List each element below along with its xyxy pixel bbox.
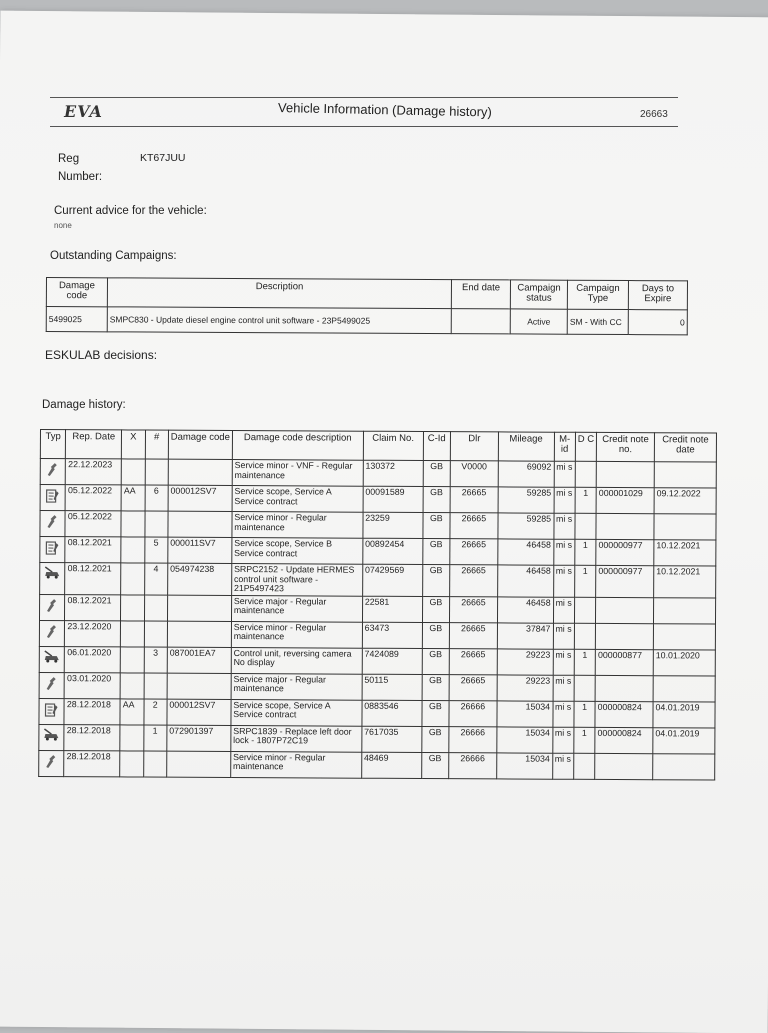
document-title: Vehicle Information (Damage history) bbox=[278, 100, 492, 119]
cell-typ bbox=[39, 646, 65, 672]
table-row bbox=[39, 698, 715, 728]
cell-credit-note-date bbox=[654, 514, 716, 540]
cell-x bbox=[120, 672, 143, 698]
cell-description: Service scope, Service B Service contract bbox=[232, 538, 363, 565]
cell-c-id: GB bbox=[422, 565, 450, 597]
campaigns-table bbox=[46, 277, 688, 335]
cell-dlr: 26665 bbox=[450, 487, 498, 513]
table-row bbox=[39, 750, 715, 780]
cell-damage-code: 054974238 bbox=[168, 563, 232, 595]
current-advice-value: none bbox=[54, 221, 72, 230]
cell-number bbox=[144, 621, 167, 647]
current-advice-label: Current advice for the vehicle: bbox=[54, 205, 207, 217]
cell-dc: 1 bbox=[574, 649, 595, 675]
cell-dc bbox=[574, 623, 595, 649]
cell-rep-date: 05.12.2022 bbox=[65, 511, 121, 537]
cell-rep-date: 08.12.2021 bbox=[65, 537, 121, 563]
eskulab-decisions-title: ESKULAB decisions: bbox=[45, 348, 157, 362]
cell-x: AA bbox=[120, 698, 143, 724]
cell-description: Service minor - Regular maintenance bbox=[231, 621, 362, 648]
reg-label-line1: Reg bbox=[58, 153, 79, 165]
cell-x bbox=[120, 750, 143, 776]
cell-description: SMPC830 - Update diesel engine control unit software - 23P5499025 bbox=[107, 307, 451, 334]
cell-campaign-status: Active bbox=[510, 309, 567, 334]
table-row bbox=[40, 459, 716, 489]
cell-m-id: mi s bbox=[553, 565, 574, 597]
cell-dc bbox=[575, 513, 596, 539]
cell-number: 6 bbox=[145, 485, 168, 511]
cell-credit-note-no: 000001029 bbox=[596, 487, 654, 513]
cell-x bbox=[121, 511, 144, 537]
cell-c-id: GB bbox=[423, 487, 451, 513]
wrench-icon bbox=[40, 598, 64, 614]
wrench-icon bbox=[40, 624, 64, 640]
cell-m-id: mi s bbox=[553, 513, 574, 539]
cell-c-id: GB bbox=[423, 513, 451, 539]
table-row bbox=[39, 646, 715, 676]
cell-x bbox=[120, 724, 143, 750]
cell-claim-no: 130372 bbox=[363, 460, 423, 486]
cell-x bbox=[121, 620, 144, 646]
col-mileage: Mileage bbox=[498, 432, 554, 461]
cell-credit-note-no bbox=[595, 753, 653, 779]
table-row bbox=[40, 563, 716, 598]
col-typ: Typ bbox=[40, 430, 66, 459]
cell-typ bbox=[39, 724, 65, 750]
cell-end-date bbox=[451, 309, 510, 334]
cell-number: 3 bbox=[144, 647, 167, 673]
cell-claim-no: 7617035 bbox=[362, 726, 422, 752]
cell-typ bbox=[40, 537, 66, 563]
cell-credit-note-no bbox=[596, 597, 654, 623]
cell-c-id: GB bbox=[421, 726, 449, 752]
cell-c-id: GB bbox=[423, 461, 451, 487]
eva-logo: EVA bbox=[64, 102, 103, 121]
cell-dc bbox=[575, 461, 596, 487]
cell-damage-code: 087001EA7 bbox=[167, 647, 231, 673]
cell-claim-no: 48469 bbox=[361, 752, 421, 778]
cell-credit-note-no bbox=[595, 623, 653, 649]
cell-rep-date: 22.12.2023 bbox=[66, 459, 122, 485]
cell-dlr: 26666 bbox=[449, 726, 497, 752]
cell-rep-date: 28.12.2018 bbox=[64, 698, 120, 724]
cell-mileage: 46458 bbox=[497, 565, 553, 597]
cell-dc: 1 bbox=[574, 727, 595, 753]
cell-credit-note-date: 04.01.2019 bbox=[653, 727, 715, 753]
cell-typ bbox=[39, 750, 65, 776]
cell-dc bbox=[574, 753, 595, 779]
cell-credit-note-date: 04.01.2019 bbox=[653, 701, 715, 727]
cell-number: 2 bbox=[143, 699, 166, 725]
cell-claim-no: 7424089 bbox=[362, 648, 422, 674]
document-icon bbox=[41, 488, 65, 504]
cell-typ bbox=[39, 698, 65, 724]
col-description: Damage code description bbox=[232, 431, 363, 461]
cell-description: SRPC1839 - Replace left door lock - 1807P72C19 bbox=[231, 725, 362, 752]
cell-claim-no: 0883546 bbox=[362, 700, 422, 726]
cell-mileage: 29223 bbox=[497, 648, 553, 674]
cell-dc bbox=[574, 675, 595, 701]
cell-description: SRPC2152 - Update HERMES control unit software - 21P5497423 bbox=[231, 564, 362, 596]
cell-typ bbox=[39, 672, 65, 698]
document-icon bbox=[40, 540, 64, 556]
damage-history-title: Damage history: bbox=[42, 399, 126, 411]
cell-c-id: GB bbox=[421, 752, 449, 778]
col-number: # bbox=[145, 430, 168, 459]
cell-m-id: mi s bbox=[553, 675, 574, 701]
table-row bbox=[40, 511, 716, 541]
cell-dlr: 26665 bbox=[449, 648, 497, 674]
cell-description: Service scope, Service A Service contract bbox=[231, 699, 362, 726]
cell-dlr: 26665 bbox=[449, 674, 497, 700]
cell-x bbox=[121, 563, 145, 595]
col-damage-code: Damage code bbox=[46, 278, 107, 307]
cell-typ bbox=[40, 511, 66, 537]
cell-typ bbox=[40, 485, 66, 511]
cell-damage-code bbox=[168, 511, 232, 537]
cell-x: AA bbox=[121, 485, 144, 511]
cell-mileage: 59285 bbox=[498, 487, 554, 513]
cell-c-id: GB bbox=[422, 539, 450, 565]
cell-number bbox=[143, 751, 166, 777]
cell-dc: 1 bbox=[575, 487, 596, 513]
cell-mileage: 15034 bbox=[497, 726, 553, 752]
table-row bbox=[46, 307, 687, 335]
table-row bbox=[40, 485, 716, 515]
cell-number: 1 bbox=[143, 725, 166, 751]
damage-history-body bbox=[39, 459, 717, 780]
cell-credit-note-date: 10.01.2020 bbox=[653, 649, 715, 675]
cell-credit-note-no: 000000824 bbox=[595, 727, 653, 753]
cell-dlr: 26666 bbox=[449, 700, 497, 726]
cell-damage-code: 072901397 bbox=[167, 725, 231, 751]
cell-x bbox=[121, 594, 144, 620]
cell-credit-note-date bbox=[654, 462, 716, 488]
cell-credit-note-date: 09.12.2022 bbox=[654, 488, 716, 514]
cell-m-id: mi s bbox=[552, 727, 573, 753]
cell-number bbox=[144, 595, 167, 621]
table-row bbox=[39, 724, 715, 754]
cell-credit-note-no bbox=[596, 513, 654, 539]
cell-typ bbox=[39, 620, 65, 646]
col-c-id: C-Id bbox=[423, 432, 451, 461]
cell-days-to-expire: 0 bbox=[628, 310, 687, 335]
damage-history-header-row bbox=[40, 430, 716, 463]
cell-c-id: GB bbox=[422, 700, 450, 726]
cell-number bbox=[145, 459, 168, 485]
cell-campaign-type: SM - With CC bbox=[567, 309, 628, 334]
cell-credit-note-date bbox=[653, 753, 715, 779]
cell-m-id: mi s bbox=[553, 597, 574, 623]
table-row bbox=[39, 594, 715, 624]
cell-credit-note-date: 10.12.2021 bbox=[654, 540, 716, 566]
col-end-date: End date bbox=[452, 280, 511, 309]
cell-c-id: GB bbox=[422, 648, 450, 674]
cell-rep-date: 08.12.2021 bbox=[65, 563, 121, 595]
col-x: X bbox=[122, 430, 145, 459]
cell-description: Service major - Regular maintenance bbox=[231, 673, 362, 700]
document-icon bbox=[39, 702, 63, 718]
cell-x bbox=[121, 537, 144, 563]
cell-damage-code: 5499025 bbox=[46, 307, 107, 332]
cell-mileage: 15034 bbox=[497, 700, 553, 726]
cell-claim-no: 00892454 bbox=[363, 538, 423, 564]
cell-rep-date: 28.12.2018 bbox=[64, 724, 120, 750]
reg-number-value: KT67JUU bbox=[140, 152, 186, 164]
cell-credit-note-date: 10.12.2021 bbox=[654, 566, 716, 598]
cell-damage-code bbox=[167, 673, 231, 699]
col-credit-note-no: Credit note no. bbox=[596, 432, 654, 461]
cell-dlr: 26665 bbox=[450, 565, 498, 597]
campaigns-header-row bbox=[46, 278, 687, 310]
cell-m-id: mi s bbox=[554, 461, 575, 487]
cell-rep-date: 23.12.2020 bbox=[65, 620, 121, 646]
cell-dlr: 26665 bbox=[449, 622, 497, 648]
damage-history-table bbox=[38, 429, 717, 780]
cell-mileage: 46458 bbox=[497, 539, 553, 565]
wrench-icon bbox=[39, 754, 63, 770]
cell-damage-code: 000012SV7 bbox=[168, 485, 232, 511]
cell-number: 4 bbox=[144, 563, 168, 595]
car-repair-icon bbox=[40, 650, 64, 664]
car-repair-icon bbox=[40, 566, 64, 580]
cell-m-id: mi s bbox=[553, 539, 574, 565]
cell-rep-date: 05.12.2022 bbox=[65, 485, 121, 511]
col-credit-note-date: Credit note date bbox=[654, 433, 716, 462]
cell-damage-code bbox=[167, 621, 231, 647]
cell-credit-note-date bbox=[653, 623, 715, 649]
cell-credit-note-no: 000000977 bbox=[596, 565, 654, 597]
cell-dc: 1 bbox=[574, 701, 595, 727]
cell-typ bbox=[40, 459, 66, 485]
cell-dlr: 26665 bbox=[449, 596, 497, 622]
cell-claim-no: 23259 bbox=[363, 512, 423, 538]
cell-damage-code bbox=[168, 459, 232, 485]
col-description: Description bbox=[107, 278, 451, 309]
cell-claim-no: 22581 bbox=[362, 596, 422, 622]
cell-mileage: 15034 bbox=[496, 752, 552, 778]
cell-damage-code bbox=[167, 751, 231, 777]
cell-credit-note-no: 000000877 bbox=[595, 649, 653, 675]
cell-rep-date: 08.12.2021 bbox=[65, 594, 121, 620]
col-days-to-expire: Days to Expire bbox=[628, 281, 687, 310]
car-repair-icon bbox=[39, 728, 63, 742]
table-row bbox=[40, 537, 716, 567]
cell-m-id: mi s bbox=[554, 487, 575, 513]
cell-number: 5 bbox=[144, 537, 167, 563]
wrench-icon bbox=[40, 514, 64, 530]
cell-dc: 1 bbox=[574, 565, 595, 597]
document-number: 26663 bbox=[640, 109, 668, 120]
col-m-id: M-id bbox=[554, 432, 575, 461]
cell-credit-note-no: 000000824 bbox=[595, 701, 653, 727]
col-campaign-status: Campaign status bbox=[510, 280, 567, 309]
col-campaign-type: Campaign Type bbox=[567, 280, 628, 309]
col-claim-no: Claim No. bbox=[363, 431, 423, 460]
cell-c-id: GB bbox=[422, 622, 450, 648]
cell-credit-note-date bbox=[653, 675, 715, 701]
cell-dc: 1 bbox=[575, 539, 596, 565]
cell-description: Service minor - Regular maintenance bbox=[230, 751, 361, 778]
cell-claim-no: 07429569 bbox=[362, 564, 422, 596]
cell-number bbox=[144, 673, 167, 699]
cell-damage-code bbox=[167, 595, 231, 621]
header-rule-top bbox=[50, 97, 678, 98]
cell-x bbox=[121, 459, 144, 485]
cell-mileage: 69092 bbox=[498, 461, 554, 487]
wrench-icon bbox=[40, 676, 64, 692]
cell-m-id: mi s bbox=[552, 753, 573, 779]
cell-mileage: 46458 bbox=[497, 596, 553, 622]
cell-mileage: 59285 bbox=[498, 513, 554, 539]
col-dlr: Dlr bbox=[450, 432, 498, 461]
table-row bbox=[39, 672, 715, 702]
table-row bbox=[39, 620, 715, 650]
cell-credit-note-date bbox=[653, 597, 715, 623]
cell-damage-code: 000011SV7 bbox=[168, 537, 232, 563]
cell-rep-date: 06.01.2020 bbox=[65, 646, 121, 672]
cell-m-id: mi s bbox=[552, 701, 573, 727]
header-rule-bottom bbox=[50, 126, 678, 127]
cell-description: Service scope, Service A Service contract bbox=[232, 486, 363, 513]
cell-dlr: 26665 bbox=[450, 539, 498, 565]
cell-claim-no: 63473 bbox=[362, 622, 422, 648]
cell-c-id: GB bbox=[422, 674, 450, 700]
cell-mileage: 37847 bbox=[497, 622, 553, 648]
col-rep-date: Rep. Date bbox=[66, 430, 122, 459]
reg-label-line2: Number: bbox=[58, 171, 102, 183]
cell-credit-note-no: 000000977 bbox=[596, 539, 654, 565]
cell-dc bbox=[574, 597, 595, 623]
cell-claim-no: 50115 bbox=[362, 674, 422, 700]
cell-m-id: mi s bbox=[553, 649, 574, 675]
cell-dlr: V0000 bbox=[450, 461, 498, 487]
cell-description: Service major - Regular maintenance bbox=[231, 595, 362, 622]
cell-typ bbox=[40, 563, 66, 595]
cell-credit-note-no bbox=[596, 461, 654, 487]
cell-rep-date: 28.12.2018 bbox=[64, 750, 120, 776]
cell-typ bbox=[39, 594, 65, 620]
cell-number bbox=[144, 511, 167, 537]
cell-description: Control unit, reversing camera No display bbox=[231, 647, 362, 674]
cell-claim-no: 00091589 bbox=[363, 486, 423, 512]
cell-credit-note-no bbox=[595, 675, 653, 701]
cell-description: Service minor - VNF - Regular maintenance bbox=[232, 460, 363, 487]
cell-description: Service minor - Regular maintenance bbox=[232, 512, 363, 539]
cell-dlr: 26665 bbox=[450, 513, 498, 539]
cell-m-id: mi s bbox=[553, 623, 574, 649]
cell-dlr: 26666 bbox=[449, 752, 497, 778]
cell-c-id: GB bbox=[422, 596, 450, 622]
cell-rep-date: 03.01.2020 bbox=[64, 672, 120, 698]
wrench-icon bbox=[41, 462, 65, 478]
col-dc: D C bbox=[575, 432, 596, 461]
cell-damage-code: 000012SV7 bbox=[167, 699, 231, 725]
col-damage-code: Damage code bbox=[168, 430, 232, 459]
outstanding-campaigns-title: Outstanding Campaigns: bbox=[50, 250, 177, 262]
cell-x bbox=[120, 646, 143, 672]
cell-mileage: 29223 bbox=[497, 674, 553, 700]
